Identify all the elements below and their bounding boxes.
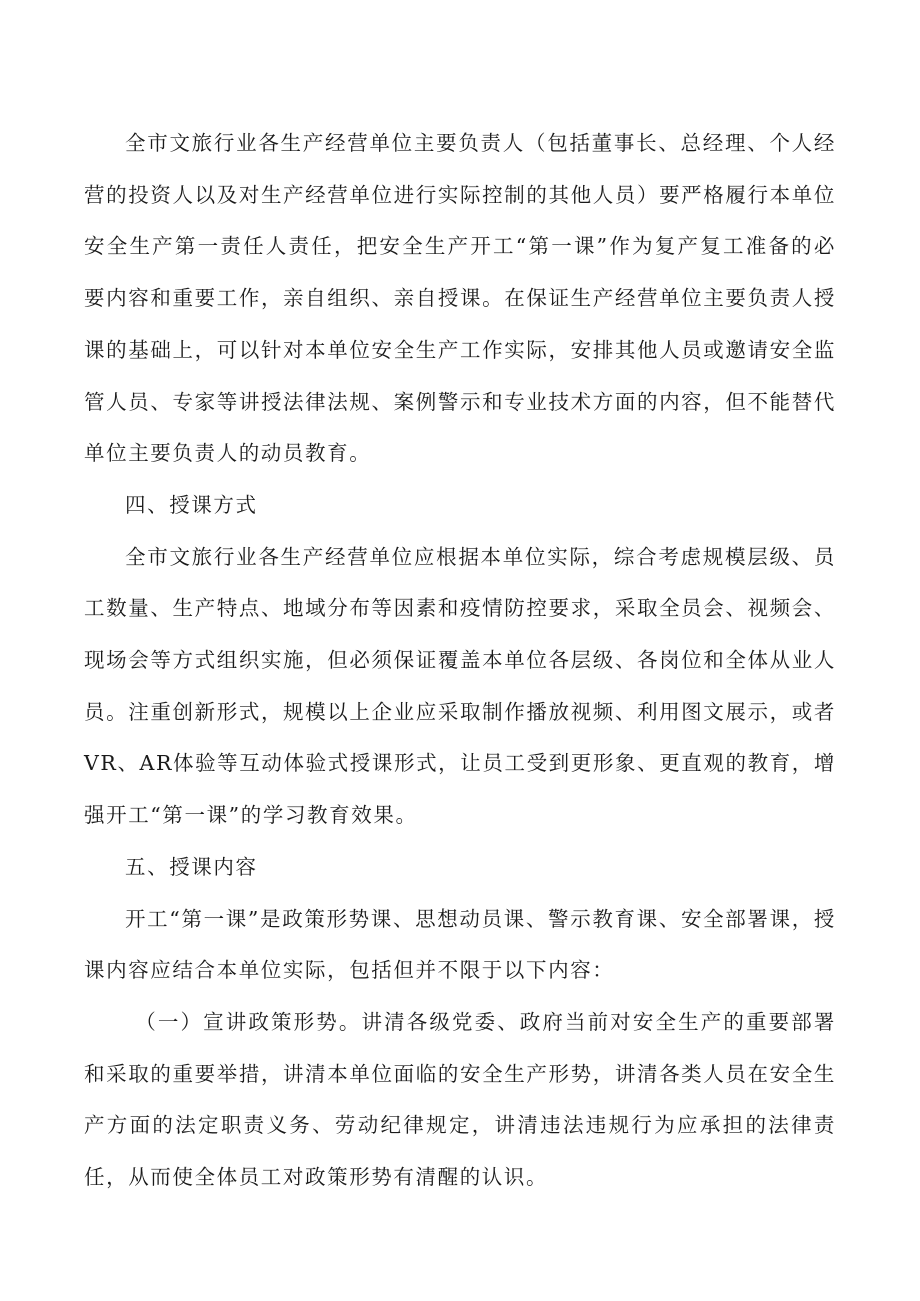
paragraph-policy-situation: （一）宣讲政策形势。讲清各级党委、政府当前对安全生产的重要部署和采取的重要举措，讲清本单位面临的安全生产形势，讲清各类人员在安全生产方面的法定职责义务、劳动纪律规定，讲清违法违规行为应承担的法律责任，从而使全体员工对政策形势有清醒的认识。 — [84, 1009, 836, 1190]
paragraph-teaching-method: 全市文旅行业各生产经营单位应根据本单位实际，综合考虑规模层级、员工数量、生产特点、地域分布等因素和疫情防控要求，采取全员会、视频会、现场会等方式组织实施，但必须保证覆盖本单位各层级、各岗位和全体从业人员。注重创新形式，规模以上企业应采取制作播放视频、利用图文展示，或者VR、AR体验等互动体验式授课形式，让员工受到更形象、更直观的教育，增强开工“第一课”的学习教育效果。 — [84, 544, 836, 828]
section-heading-teaching-content: 五、授课内容 — [125, 854, 258, 879]
paragraph-teaching-content: 开工“第一课”是政策形势课、思想动员课、警示教育课、安全部署课，授课内容应结合本单位实际，包括但并不限于以下内容： — [84, 906, 836, 983]
document-page — [84, 118, 836, 1204]
paragraph-responsibility: 全市文旅行业各生产经营单位主要负责人（包括董事长、总经理、个人经营的投资人以及对生产经营单位进行实际控制的其他人员）要严格履行本单位安全生产第一责任人责任，把安全生产开工“第一课”作为复产复工准备的必要内容和重要工作，亲自组织、亲自授课。在保证生产经营单位主要负责人授课的基础上，可以针对本单位安全生产工作实际，安排其他人员或邀请安全监管人员、专家等讲授法律法规、案例警示和专业技术方面的内容，但不能替代单位主要负责人的动员教育。 — [84, 131, 836, 466]
section-heading-teaching-method: 四、授课方式 — [125, 492, 258, 517]
